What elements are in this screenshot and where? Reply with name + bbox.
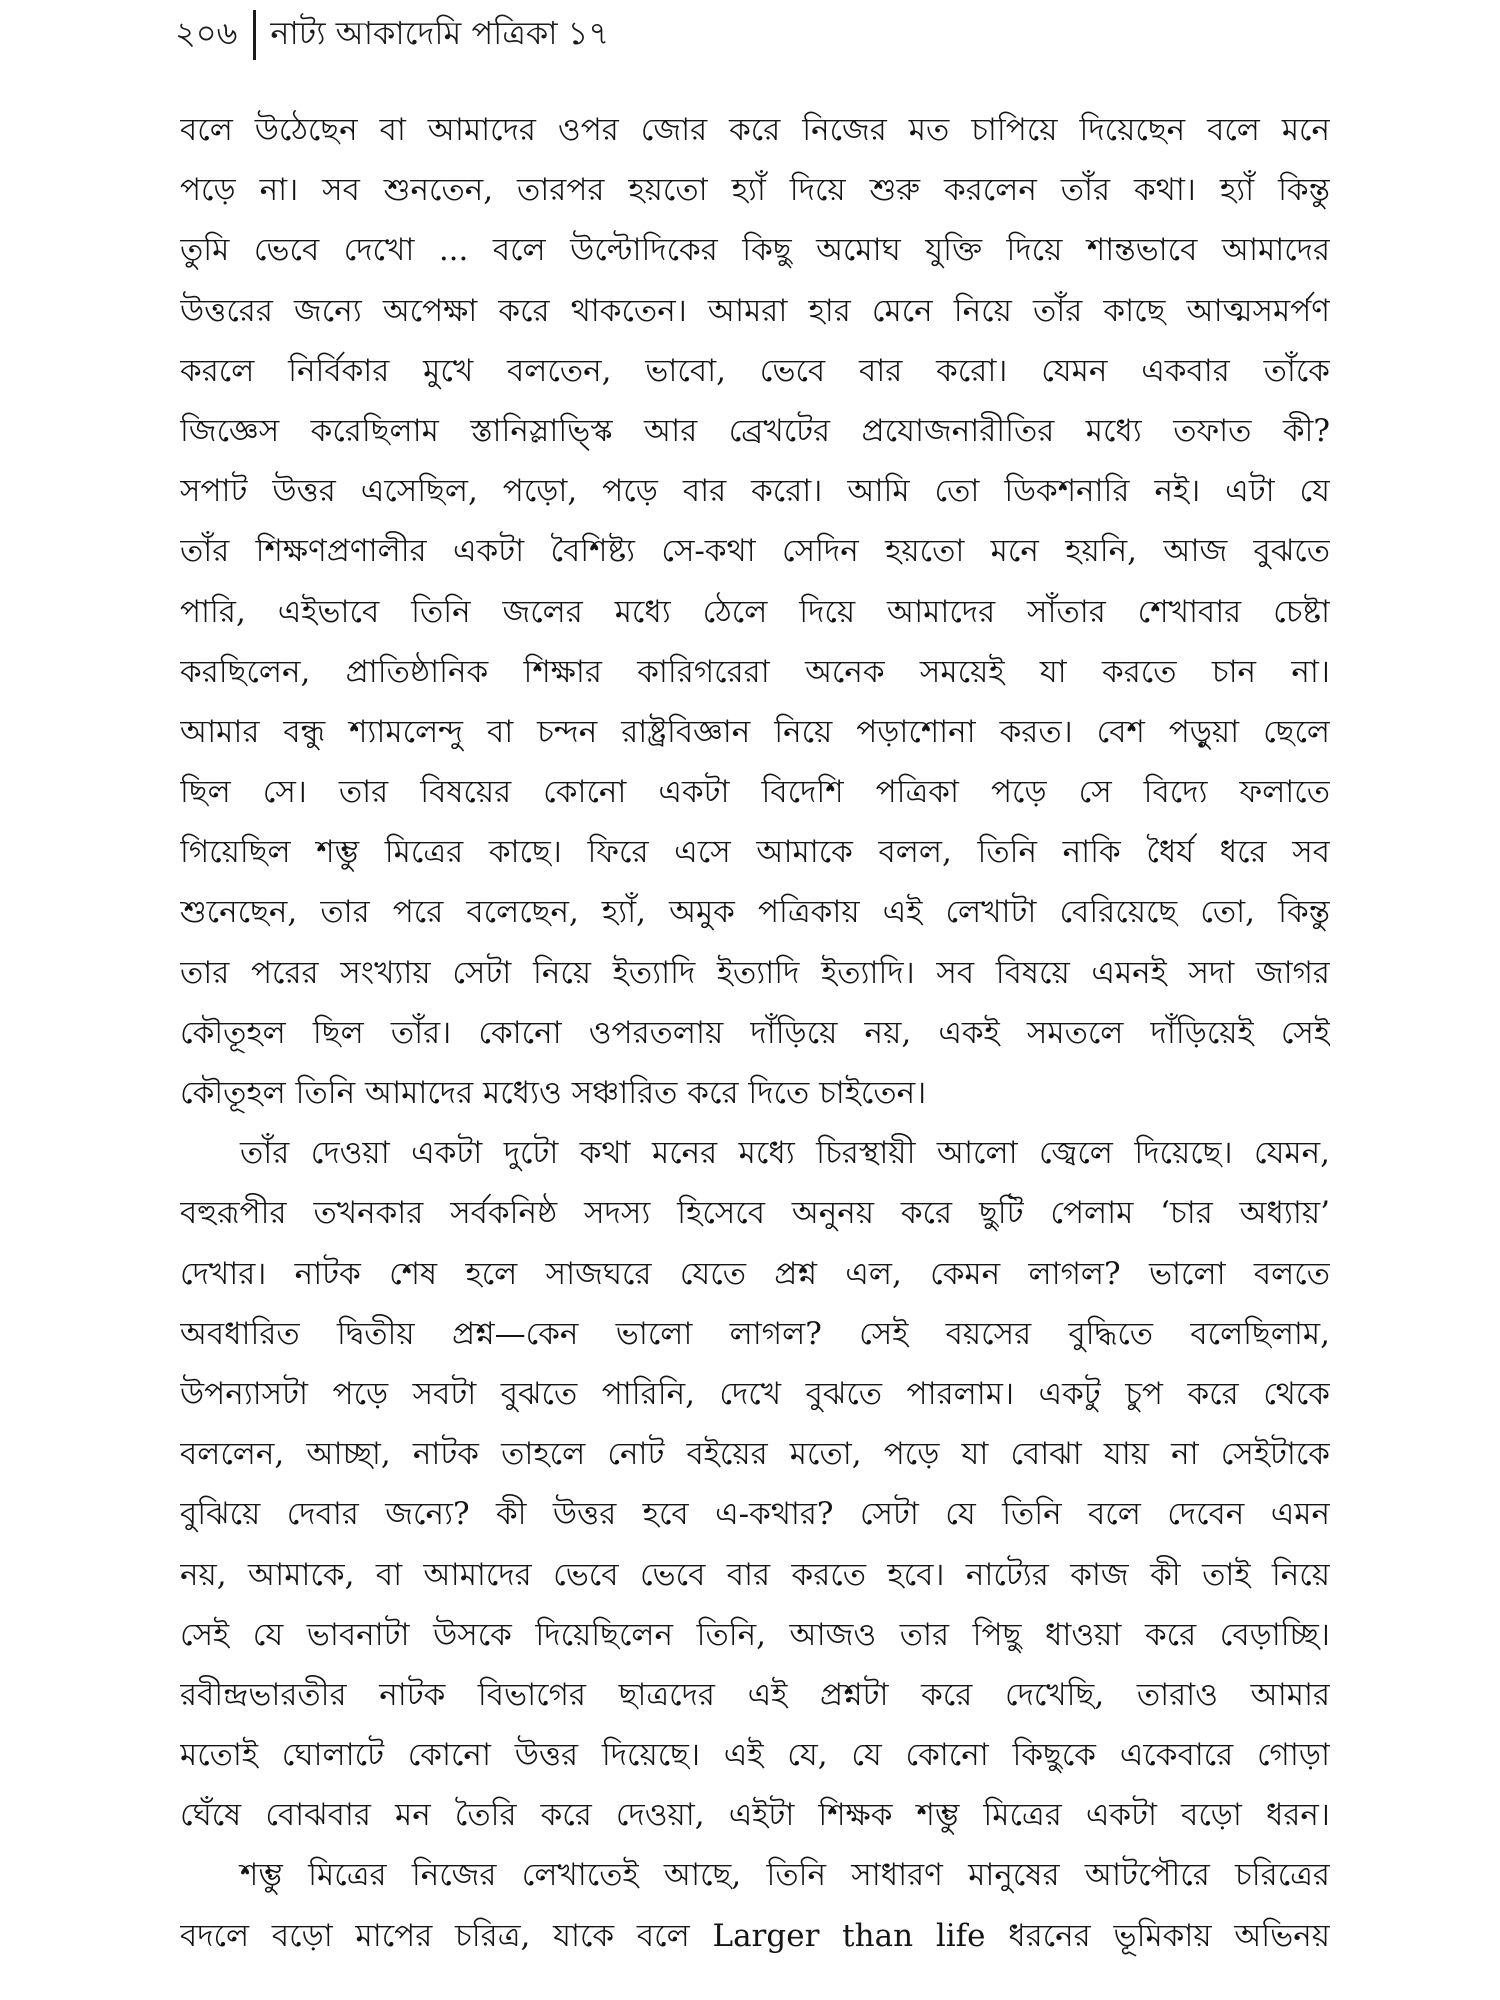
text-line: তাঁর দেওয়া একটা দুটো কথা মনের মধ্যে চিরস্থায়ী আলো জ্বেলে দিয়েছে। যেমন, (240, 1135, 1330, 1172)
text-line: বুঝিয়ে দেবার জন্যে? কী উত্তর হবে এ-কথার? সেটা যে তিনি বলে দেবেন এমন (180, 1496, 1330, 1533)
text-line: করলে নির্বিকার মুখে বলতেন, ভাবো, ভেবে বার করো। যেমন একবার তাঁকে (180, 352, 1330, 389)
text-line: পারি, এইভাবে তিনি জলের মধ্যে ঠেলে দিয়ে আমাদের সাঁতার শেখাবার চেষ্টা (180, 593, 1330, 630)
text-line: দেখার। নাটক শেষ হলে সাজঘরে যেতে প্রশ্ন এল, কেমন লাগল? ভালো বলতে (180, 1255, 1330, 1292)
text-line: গিয়েছিল শম্ভু মিত্রের কাছে। ফিরে এসে আমাকে বলল, তিনি নাকি ধৈর্য ধরে সব (180, 834, 1330, 871)
journal-title: নাট্য আকাদেমি পত্রিকা ১৭ (270, 14, 610, 52)
text-line: রবীন্দ্রভারতীর নাটক বিভাগের ছাত্রদের এই প্রশ্নটা করে দেখেছি, তারাও আমার (180, 1676, 1330, 1713)
text-line: তুমি ভেবে দেখো ... বলে উল্টোদিকের কিছু অমোঘ যুক্তি দিয়ে শান্তভাবে আমাদের (180, 232, 1330, 269)
text-line: সেই যে ভাবনাটা উসকে দিয়েছিলেন তিনি, আজও তার পিছু ধাওয়া করে বেড়াচ্ছি। (180, 1616, 1330, 1653)
text-line: বহুরূপীর তখনকার সর্বকনিষ্ঠ সদস্য হিসেবে অনুনয় করে ছুটি পেলাম ‘চার অধ্যায়’ (180, 1195, 1330, 1232)
text-line: মতোই ঘোলাটে কোনো উত্তর দিয়েছে। এই যে, যে কোনো কিছুকে একেবারে গোড়া (180, 1737, 1330, 1774)
text-line: সপাট উত্তর এসেছিল, পড়ো, পড়ে বার করো। আমি তো ডিকশনারি নই। এটা যে (180, 473, 1330, 510)
text-line: করছিলেন, প্রাতিষ্ঠানিক শিক্ষার কারিগরেরা অনেক সময়েই যা করতে চান না। (180, 653, 1330, 690)
text-line: ঘেঁষে বোঝবার মন তৈরি করে দেওয়া, এইটা শিক্ষক শম্ভু মিত্রের একটা বড়ো ধরন। (180, 1797, 1330, 1834)
text-line: কৌতূহল তিনি আমাদের মধ্যেও সঞ্চারিত করে দিতে চাইতেন। (180, 1075, 927, 1111)
text-line: বদলে বড়ো মাপের চরিত্র, যাকে বলে Larger than life ধরনের ভূমিকায় অভিনয় (180, 1917, 1330, 1954)
text-line: শুনেছেন, তার পরে বলেছেন, হ্যাঁ, অমুক পত্রিকায় এই লেখাটা বেরিয়েছে তো, কিন্তু (180, 894, 1330, 931)
text-line: শম্ভু মিত্রের নিজের লেখাতেই আছে, তিনি সাধারণ মানুষের আটপৌরে চরিত্রের (240, 1857, 1330, 1894)
text-line: কৌতূহল ছিল তাঁর। কোনো ওপরতলায় দাঁড়িয়ে নয়, একই সমতলে দাঁড়িয়েই সেই (180, 1014, 1330, 1051)
text-line: উত্তরের জন্যে অপেক্ষা করে থাকতেন। আমরা হার মেনে নিয়ে তাঁর কাছে আত্মসমর্পণ (180, 292, 1330, 329)
text-line: অবধারিত দ্বিতীয় প্রশ্ন—কেন ভালো লাগল? সেই বয়সের বুদ্ধিতে বলেছিলাম, (180, 1315, 1330, 1352)
text-line: ছিল সে। তার বিষয়ের কোনো একটা বিদেশি পত্রিকা পড়ে সে বিদ্যে ফলাতে (180, 774, 1330, 811)
text-line: তার পরের সংখ্যায় সেটা নিয়ে ইত্যাদি ইত্যাদি ইত্যাদি। সব বিষয়ে এমনই সদা জাগর (180, 954, 1330, 991)
text-line: বলে উঠেছেন বা আমাদের ওপর জোর করে নিজের মত চাপিয়ে দিয়েছেন বলে মনে (180, 112, 1330, 148)
text-line: জিজ্ঞেস করেছিলাম স্তানিস্লাভ্স্কি আর ব্রেখটের প্রযোজনারীতির মধ্যে তফাত কী? (180, 412, 1330, 449)
text-line: বললেন, আচ্ছা, নাটক তাহলে নোট বইয়ের মতো, পড়ে যা বোঝা যায় না সেইটাকে (180, 1436, 1330, 1473)
page-number: ২০৬ (175, 14, 238, 52)
body-text (180, 100, 1330, 1966)
text-line: পড়ে না। সব শুনতেন, তারপর হয়তো হ্যাঁ দিয়ে শুরু করলেন তাঁর কথা। হ্যাঁ কিন্তু (180, 172, 1330, 209)
text-line: তাঁর শিক্ষণপ্রণালীর একটা বৈশিষ্ট্য সে-কথা সেদিন হয়তো মনে হয়নি, আজ বুঝতে (180, 533, 1330, 570)
text-line: নয়, আমাকে, বা আমাদের ভেবে ভেবে বার করতে হবে। নাট্যের কাজ কী তাই নিয়ে (180, 1556, 1330, 1593)
text-line: আমার বন্ধু শ্যামলেন্দু বা চন্দন রাষ্ট্রবিজ্ঞান নিয়ে পড়াশোনা করত। বেশ পড়ুয়া ছেলে (180, 713, 1330, 750)
text-line: উপন্যাসটা পড়ে সবটা বুঝতে পারিনি, দেখে বুঝতে পারলাম। একটু চুপ করে থেকে (180, 1375, 1330, 1412)
running-header (175, 6, 609, 64)
header-divider (253, 10, 256, 60)
